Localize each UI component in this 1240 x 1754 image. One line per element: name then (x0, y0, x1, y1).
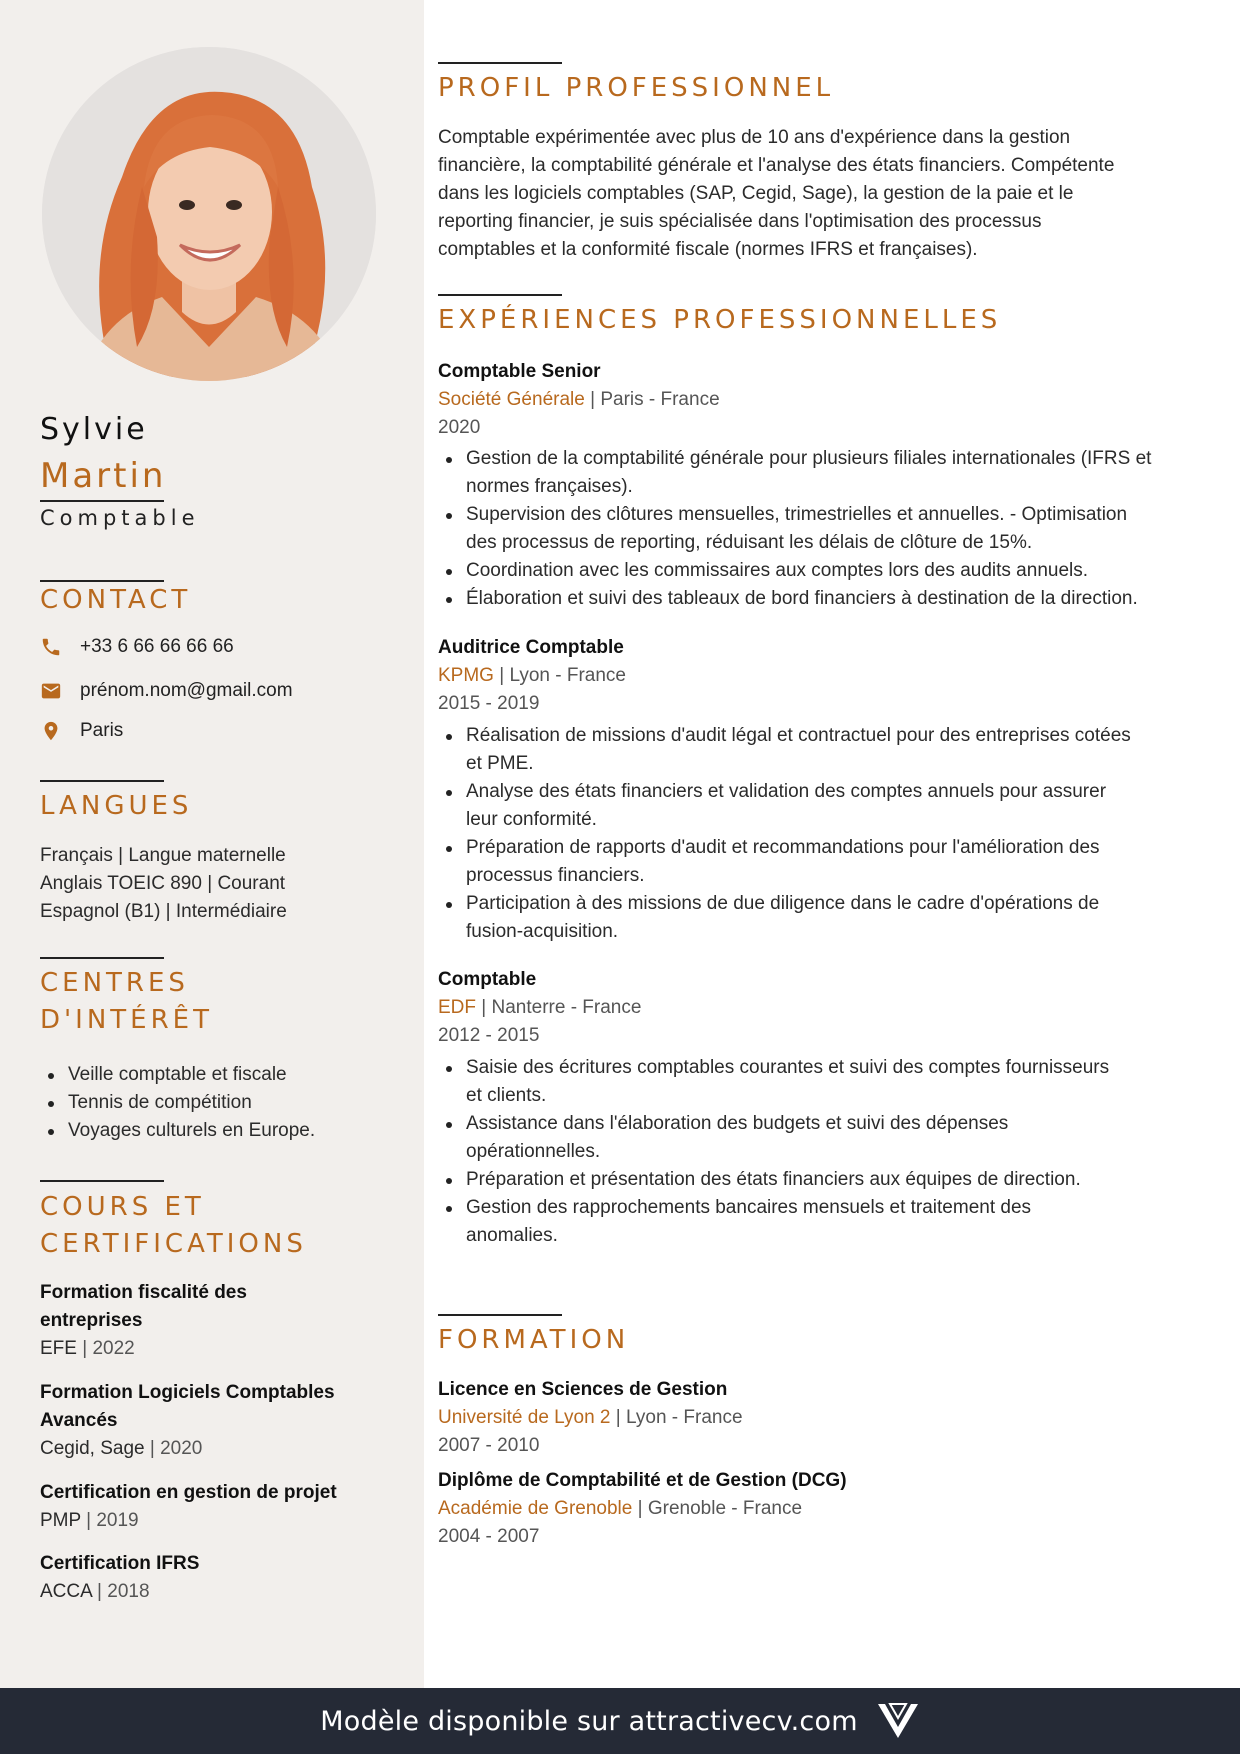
education-divider (438, 1314, 562, 1316)
job-bullet: Gestion des rapprochements bancaires mensuels et traitement des anomalies. (438, 1194, 1238, 1250)
location-pin-icon (40, 720, 62, 742)
interests-list (40, 1061, 315, 1145)
profile-photo (42, 47, 376, 381)
job-bullet: Supervision des clôtures mensuelles, trimestrielles et annuelles. - Optimisation des processus de reporting, réduisant les délais de clôture de 15%. (438, 501, 1238, 557)
job-dates: 2020 (438, 417, 481, 438)
profile-summary (438, 124, 1228, 264)
certification-name: Formation fiscalité des (40, 1282, 247, 1303)
job-role: Auditrice Comptable (438, 637, 624, 658)
job-role: Comptable (438, 969, 537, 990)
job-bullets (438, 445, 1238, 613)
education-degree: Licence en Sciences de Gestion (438, 1379, 728, 1400)
job-header: Auditrice Comptable KPMG | Lyon - France 2015 - 2019 (438, 634, 626, 718)
certification-year: 2019 (96, 1510, 139, 1531)
job-bullet: Analyse des états financiers et validation des comptes annuels pour assurer leur conformité. (438, 778, 1238, 834)
education-title: FORMATION (438, 1325, 630, 1355)
contact-phone (40, 636, 234, 658)
job-company: Société Générale (438, 389, 585, 410)
education-location: Lyon - France (626, 1407, 743, 1428)
name-divider (40, 500, 164, 502)
email-address[interactable]: prénom.nom@gmail.com (80, 680, 293, 701)
phone-icon (40, 636, 62, 658)
profile-divider (438, 62, 562, 64)
certification-org: EFE (40, 1338, 77, 1359)
first-name: Sylvie (40, 412, 148, 447)
job-bullet: Coordination avec les commissaires aux comptes lors des audits annuels. (438, 557, 1238, 585)
certification-year: 2018 (107, 1581, 150, 1602)
interests-title-line1: CENTRES (40, 968, 189, 998)
phone-number[interactable]: +33 6 66 66 66 66 (80, 636, 234, 657)
certification-name: entreprises (40, 1310, 143, 1331)
job-location: Nanterre - France (491, 997, 642, 1018)
profile-line: Comptable expérimentée avec plus de 10 ans d'expérience dans la gestion (438, 127, 1071, 148)
job-bullet: Saisie des écritures comptables courantes et suivi des comptes fournisseurs et clients. (438, 1054, 1238, 1110)
last-name: Martin (40, 456, 167, 496)
education-school: Académie de Grenoble (438, 1498, 633, 1519)
languages-list (40, 842, 287, 926)
education-school: Université de Lyon 2 (438, 1407, 611, 1428)
certification-org: ACCA (40, 1581, 92, 1602)
job-bullet: Réalisation de missions d'audit légal et contractuel pour des entreprises cotées et PME. (438, 722, 1238, 778)
education-item: Diplôme de Comptabilité et de Gestion (DCG) Académie de Grenoble | Grenoble - France 2004 - 2007 (438, 1467, 847, 1551)
certifications-title-line2: CERTIFICATIONS (40, 1229, 307, 1259)
certification-name: Avancés (40, 1410, 118, 1431)
job-title: Comptable (40, 506, 200, 530)
job-header: Comptable EDF | Nanterre - France 2012 - 2015 (438, 966, 641, 1050)
city: Paris (80, 720, 124, 741)
job-bullet: Gestion de la comptabilité générale pour plusieurs filiales internationales (IFRS et normes françaises). (438, 445, 1238, 501)
sidebar (0, 0, 424, 1688)
language-item: Anglais TOEIC 890 | Courant (40, 873, 286, 894)
certification-name: Formation Logiciels Comptables (40, 1382, 335, 1403)
job-bullets (438, 722, 1238, 946)
education-dates: 2007 - 2010 (438, 1435, 540, 1456)
job-company: EDF (438, 997, 476, 1018)
main-content (424, 0, 1240, 1688)
job-bullet: Préparation de rapports d'audit et recommandations pour l'amélioration des processus financiers. (438, 834, 1238, 890)
languages-title: LANGUES (40, 791, 193, 821)
interest-item: Tennis de compétition (40, 1089, 315, 1117)
language-item: Français | Langue maternelle (40, 845, 286, 866)
language-item: Espagnol (B1) | Intermédiaire (40, 901, 287, 922)
profile-line: dans les logiciels comptables (SAP, Cegid, Sage), la gestion de la paie et le (438, 183, 1074, 204)
job-dates: 2015 - 2019 (438, 693, 540, 714)
job-bullet: Élaboration et suivi des tableaux de bord financiers à destination de la direction. (438, 585, 1238, 613)
certification-year: 2020 (160, 1438, 203, 1459)
job-header: Comptable Senior Société Générale | Paris - France 2020 (438, 358, 720, 442)
education-item: Licence en Sciences de Gestion Université de Lyon 2 | Lyon - France 2007 - 2010 (438, 1376, 743, 1460)
interests-title (40, 965, 213, 1039)
certifications-title (40, 1189, 307, 1263)
job-dates: 2012 - 2015 (438, 1025, 540, 1046)
certification-name: Certification en gestion de projet (40, 1482, 337, 1503)
experience-divider (438, 294, 562, 296)
certification-org: Cegid, Sage (40, 1438, 145, 1459)
interest-item: Voyages culturels en Europe. (40, 1117, 315, 1145)
job-bullets (438, 1054, 1238, 1250)
job-location: Lyon - France (509, 665, 626, 686)
profile-line: financière, la comptabilité générale et l'analyse des états financiers. Compétente (438, 155, 1115, 176)
experience-title: EXPÉRIENCES PROFESSIONNELLES (438, 305, 1002, 335)
interests-divider (40, 957, 164, 959)
job-bullet: Préparation et présentation des états financiers aux équipes de direction. (438, 1166, 1238, 1194)
profile-title: PROFIL PROFESSIONNEL (438, 73, 835, 103)
certification-item: Certification IFRS ACCA | 2018 (40, 1550, 410, 1606)
certification-name: Certification IFRS (40, 1553, 200, 1574)
interest-item: Veille comptable et fiscale (40, 1061, 315, 1089)
languages-divider (40, 780, 164, 782)
education-dates: 2004 - 2007 (438, 1526, 540, 1547)
job-role: Comptable Senior (438, 361, 601, 382)
education-location: Grenoble - France (647, 1498, 803, 1519)
profile-line: reporting financier, je suis spécialisée dans l'optimisation des processus (438, 211, 1042, 232)
footer-text[interactable]: Modèle disponible sur attractivecv.com (320, 1705, 858, 1737)
job-bullet: Participation à des missions de due diligence dans le cadre d'opérations de fusion-acquisition. (438, 890, 1238, 946)
attractivecv-logo-icon (876, 1701, 920, 1741)
certification-year: 2022 (92, 1338, 135, 1359)
contact-title: CONTACT (40, 585, 192, 615)
interests-title-line2: D'INTÉRÊT (40, 1005, 213, 1035)
contact-email (40, 680, 293, 702)
job-location: Paris - France (600, 389, 720, 410)
footer-banner[interactable] (0, 1688, 1240, 1754)
certification-item: Certification en gestion de projet PMP | 2019 (40, 1479, 410, 1535)
contact-city (40, 720, 123, 742)
certifications-title-line1: COURS ET (40, 1192, 205, 1222)
education-degree: Diplôme de Comptabilité et de Gestion (DCG) (438, 1470, 847, 1491)
certification-item: Formation Logiciels Comptables Avancés Cegid, Sage | 2020 (40, 1379, 410, 1463)
job-bullet: Assistance dans l'élaboration des budgets et suivi des dépenses opérationnelles. (438, 1110, 1238, 1166)
profile-line: comptables et la conformité fiscale (normes IFRS et françaises). (438, 239, 978, 260)
certification-item: Formation fiscalité des entreprises EFE | 2022 (40, 1279, 410, 1363)
job-company: KPMG (438, 665, 494, 686)
mail-icon (40, 680, 62, 702)
certifications-divider (40, 1180, 164, 1182)
certification-org: PMP (40, 1510, 81, 1531)
